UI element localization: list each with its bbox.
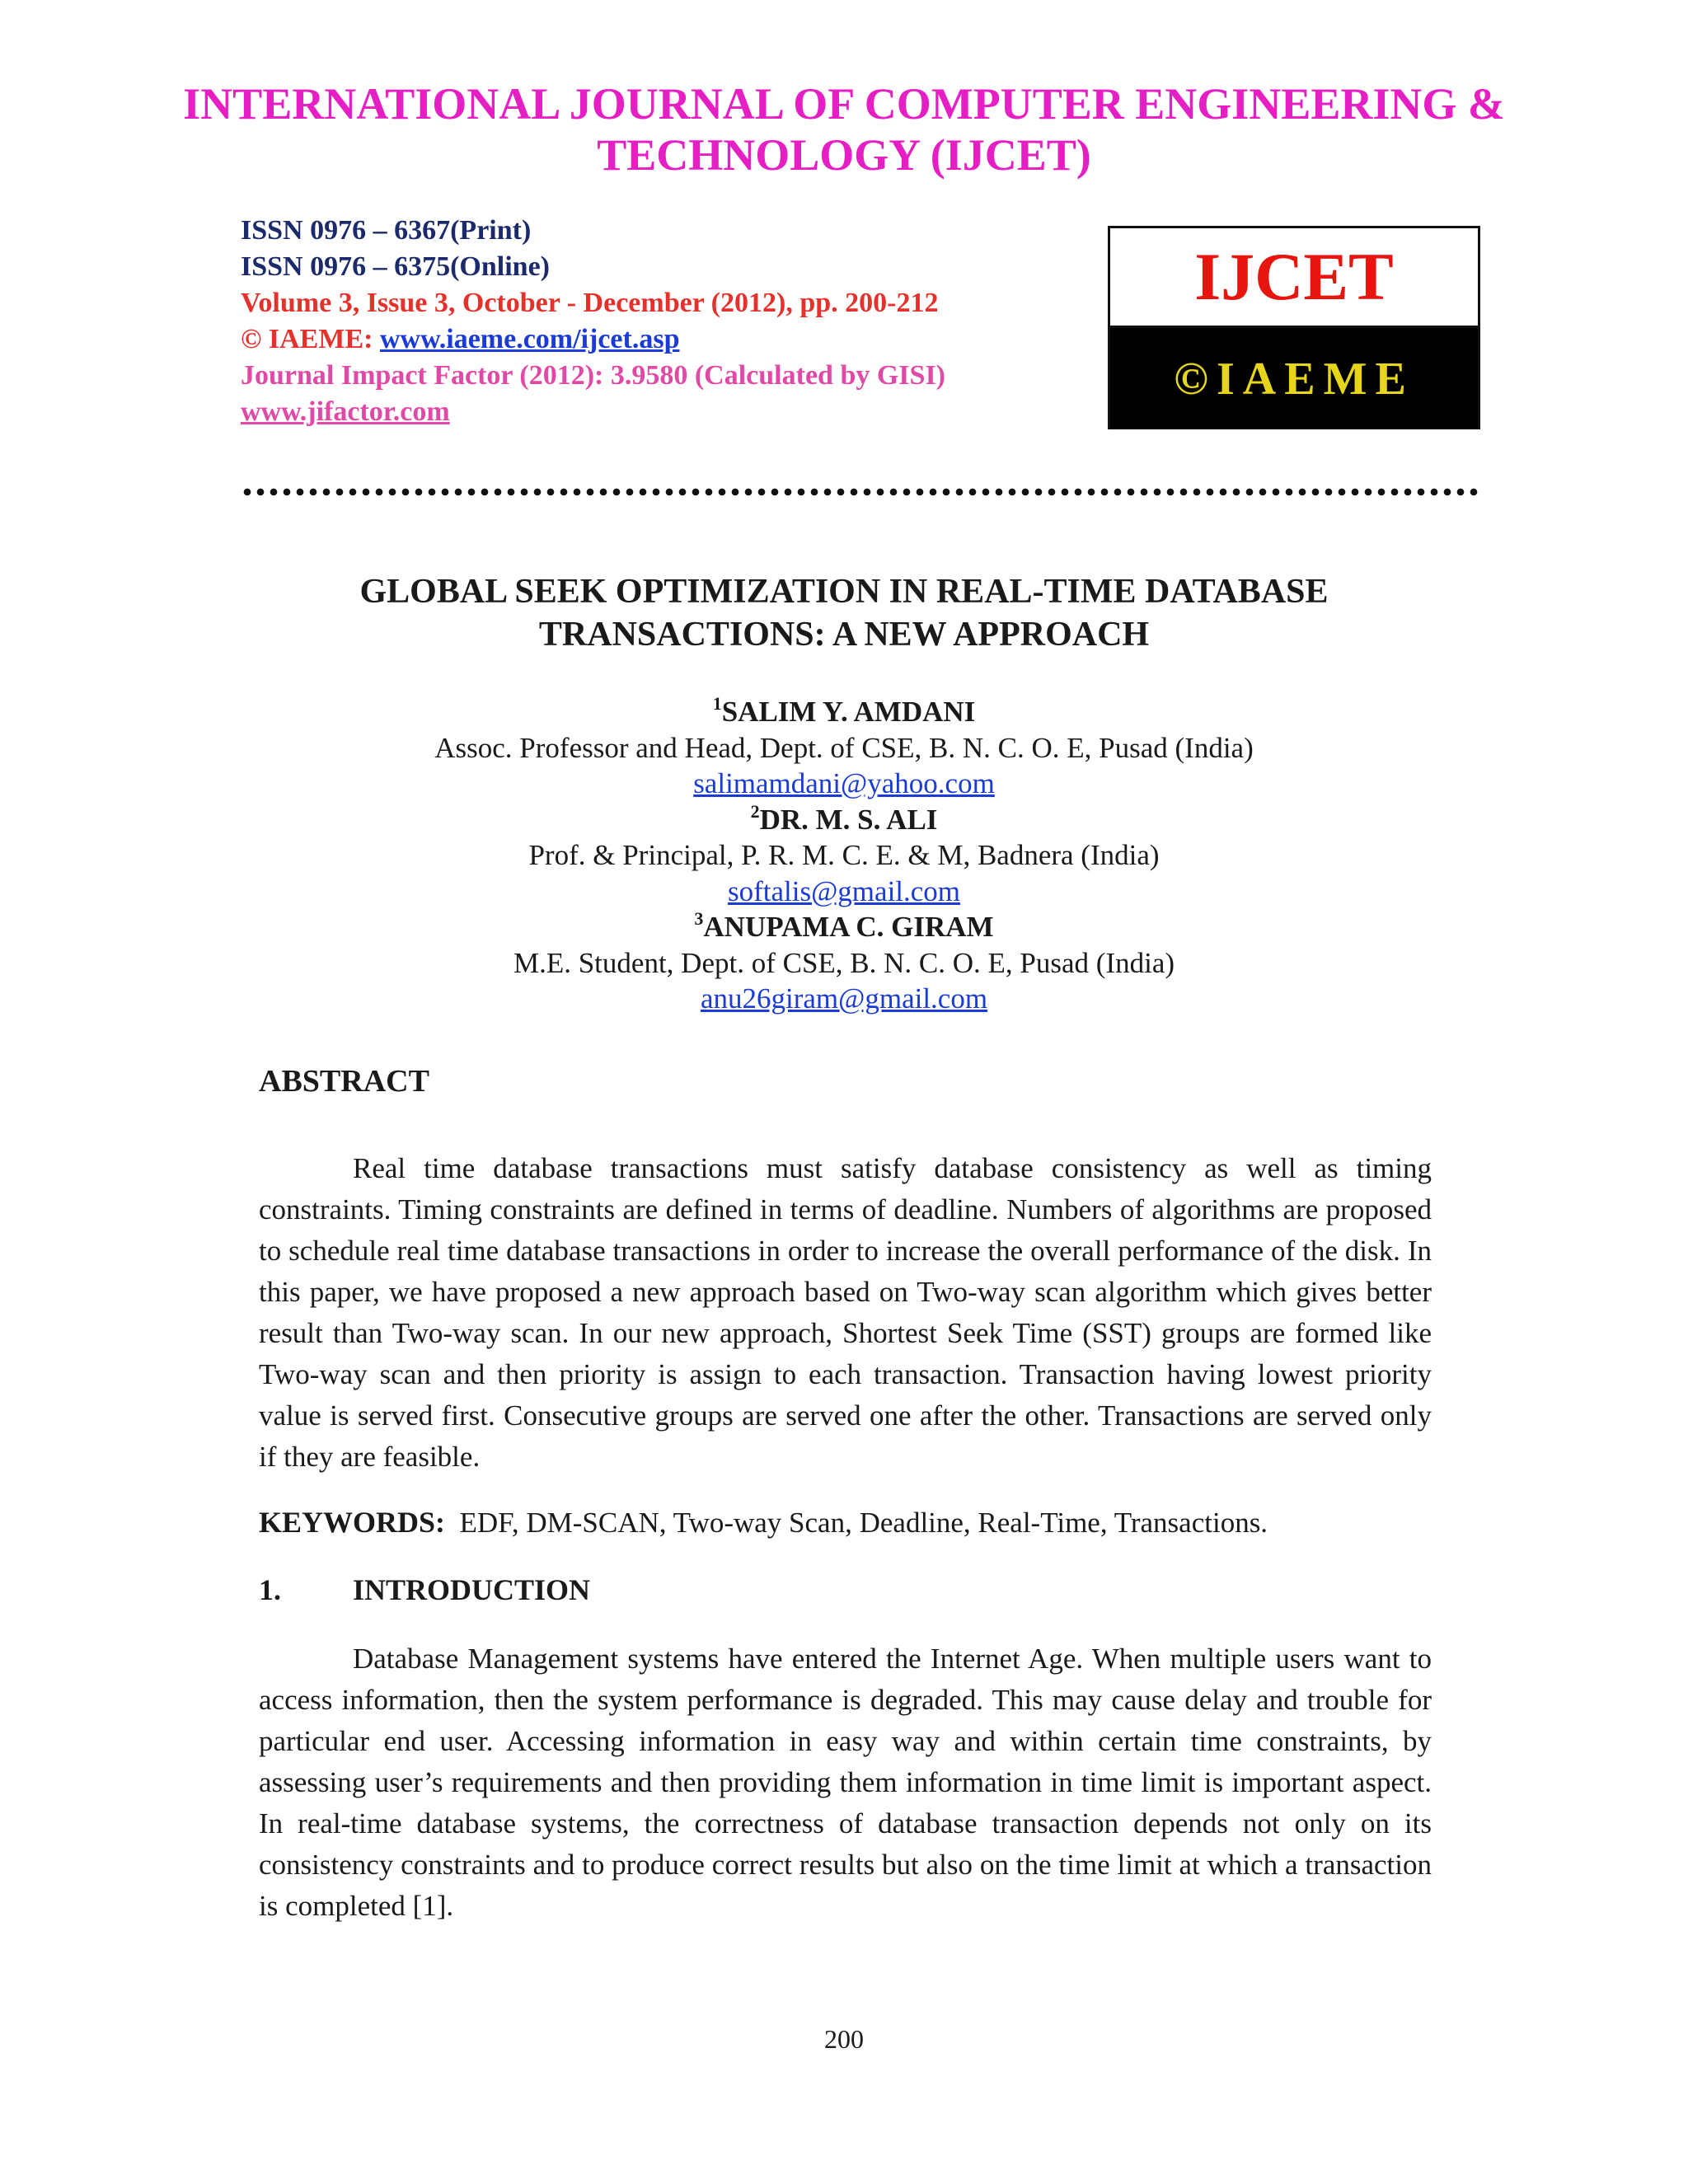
author-name (0, 802, 1688, 838)
dotted-divider (241, 488, 1480, 496)
ijcet-logo (1108, 226, 1480, 429)
author-email-link[interactable]: anu26giram@gmail.com (700, 982, 988, 1015)
jifactor-link[interactable]: www.jifactor.com (241, 396, 450, 427)
author-email-line (0, 874, 1688, 910)
abstract-text: Real time database transactions must satisfy database consistency as well as timing constraints. Timing constraints are defined in terms of deadline. Numbers of algorithms are proposed to schedule real time database transactions in order to increase the overall performance of the disk. In this paper, we have proposed a new approach based on Two-way scan algorithm which gives better result than Two-way scan. In our new approach, Shortest Seek Time (SST) groups are formed like Two-way scan and then priority is assign to each transaction. Transaction having lowest priority value is served first. Consecutive groups are served one after the other. Transactions are served only if they are feasible. (259, 1152, 1432, 1473)
author-name (0, 909, 1688, 945)
author-index: 1 (712, 693, 722, 714)
introduction-heading (259, 1572, 590, 1607)
author-email-link[interactable]: salimamdani@yahoo.com (693, 767, 995, 799)
author-email-link[interactable]: softalis@gmail.com (727, 874, 961, 907)
author-email-line (0, 766, 1688, 802)
journal-website-link[interactable]: www.iaeme.com/ijcet.asp (379, 324, 680, 354)
author-name-text: DR. M. S. ALI (759, 803, 938, 836)
paper-title-line-2: TRANSACTIONS: A NEW APPROACH (538, 616, 1150, 654)
paper-title (0, 570, 1688, 656)
impact-link-line (241, 394, 945, 430)
keywords-label: KEYWORDS: (259, 1506, 446, 1539)
volume-info: Volume 3, Issue 3, October - December (2012), pp. 200-212 (241, 288, 939, 318)
issn-online: ISSN 0976 – 6375(Online) (241, 251, 550, 282)
keywords-text: EDF, DM-SCAN, Two-way Scan, Deadline, Real-Time, Transactions. (459, 1507, 1268, 1539)
logo-title: IJCET (1110, 228, 1478, 328)
section-title: INTRODUCTION (353, 1573, 591, 1606)
author-index: 2 (750, 800, 760, 822)
author-name (0, 694, 1688, 730)
paper-title-line-1: GLOBAL SEEK OPTIMIZATION IN REAL-TIME DATABASE (359, 573, 1329, 611)
author-affiliation: Prof. & Principal, P. R. M. C. E. & M, Badnera (India) (528, 839, 1160, 871)
author-affiliation: Assoc. Professor and Head, Dept. of CSE, B. N. C. O. E, Pusad (India) (434, 731, 1254, 764)
journal-title (0, 78, 1688, 180)
author-index: 3 (694, 908, 704, 929)
issn-print: ISSN 0976 – 6367(Print) (241, 215, 532, 246)
logo-publisher: ©IAEME (1110, 328, 1478, 429)
page-number: 200 (824, 2024, 864, 2054)
author-name-text: ANUPAMA C. GIRAM (703, 911, 994, 943)
section-number: 1. (259, 1573, 281, 1606)
copyright-line (241, 321, 945, 358)
introduction-text: Database Management systems have entered the Internet Age. When multiple users want to access information, then the system performance is degraded. This may cause delay and trouble for particular end user. Accessing information in easy way and within certain time constraints, by assessing user’s requirements and then providing them information in time limit is important aspect. In real-time database systems, the correctness of database transaction depends not only on its consistency constraints and to produce correct results but also on the time limit at which a transaction is completed [1]. (259, 1643, 1432, 1922)
journal-meta (241, 213, 945, 430)
keywords-line (259, 1505, 1268, 1540)
author-affiliation: M.E. Student, Dept. of CSE, B. N. C. O. E, Pusad (India) (513, 946, 1175, 979)
abstract-heading: ABSTRACT (259, 1064, 429, 1099)
journal-title-line-1: INTERNATIONAL JOURNAL OF COMPUTER ENGINEERING & (183, 79, 1505, 129)
copyright-prefix: © IAEME: (241, 324, 380, 354)
journal-title-line-2: TECHNOLOGY (IJCET) (597, 130, 1091, 180)
author-email-line (0, 981, 1688, 1017)
author-name-text: SALIM Y. AMDANI (721, 696, 976, 728)
impact-factor: Journal Impact Factor (2012): 3.9580 (Calculated by GISI) (241, 360, 945, 391)
author-block (0, 694, 1688, 1017)
